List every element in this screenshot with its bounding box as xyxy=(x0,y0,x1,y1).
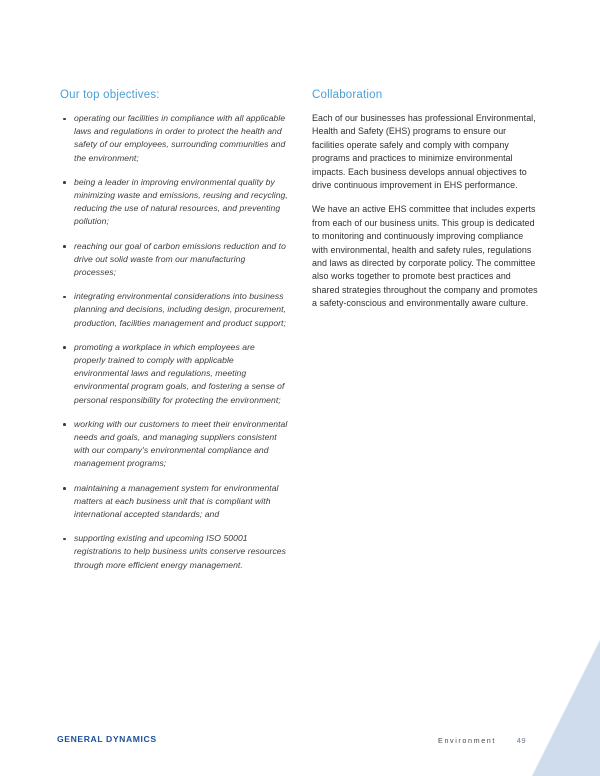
list-item: operating our facilities in compliance with all applicable laws and regulations in order to protect the health and safety of our employees, surrounding communities and the environment; xyxy=(60,112,288,165)
right-column xyxy=(312,88,540,583)
general-dynamics-logo: GENERAL DYNAMICS xyxy=(57,734,157,744)
corner-accent-shape xyxy=(532,640,600,776)
content-columns xyxy=(60,88,540,583)
left-column-heading: Our top objectives: xyxy=(60,89,160,101)
right-column-heading: Collaboration xyxy=(312,89,383,101)
body-paragraph: Each of our businesses has professional Environmental, Health and Safety (EHS) programs to ensure our facilities operate safely and comply with company programs and practices to minimize environmental impacts. Each business develops annual objectives to drive continuous improvement in EHS performance. xyxy=(312,113,536,191)
list-item: integrating environmental considerations into business planning and decisions, including design, procurement, production, facilities management and product support; xyxy=(60,290,288,330)
list-item: working with our customers to meet their environmental needs and goals, and managing suppliers consistent with our company's environmental compliance and management programs; xyxy=(60,418,288,471)
page-number: 49 xyxy=(516,736,526,745)
page-footer xyxy=(0,734,600,750)
list-item: maintaining a management system for environmental matters at each business unit that is compliant with international accepted standards; and xyxy=(60,482,288,522)
footer-section-label: Environment xyxy=(438,736,496,745)
body-paragraph: We have an active EHS committee that includes experts from each of our business units. This group is dedicated to monitoring and continuously improving compliance with environmental, health and safety rules, regulations and laws as directed by corporate policy. The committee also works together to promote best practices and shared strategies throughout the company and promotes a safety-conscious and environmentally aware culture. xyxy=(312,204,538,309)
list-item: supporting existing and upcoming ISO 50001 registrations to help business units conserve resources through more efficient energy management. xyxy=(60,532,288,572)
left-column xyxy=(60,88,288,583)
list-item: reaching our goal of carbon emissions reduction and to drive out solid waste from our manufacturing processes; xyxy=(60,240,288,280)
list-item: promoting a workplace in which employees are properly trained to comply with applicable environmental laws and regulations, meeting environmental program goals, and fostering a sense of personal responsibility for protecting the environment; xyxy=(60,341,288,407)
objectives-list xyxy=(60,112,288,572)
list-item: being a leader in improving environmental quality by minimizing waste and emissions, reusing and recycling, reducing the use of natural resources, and preventing pollution; xyxy=(60,176,288,229)
